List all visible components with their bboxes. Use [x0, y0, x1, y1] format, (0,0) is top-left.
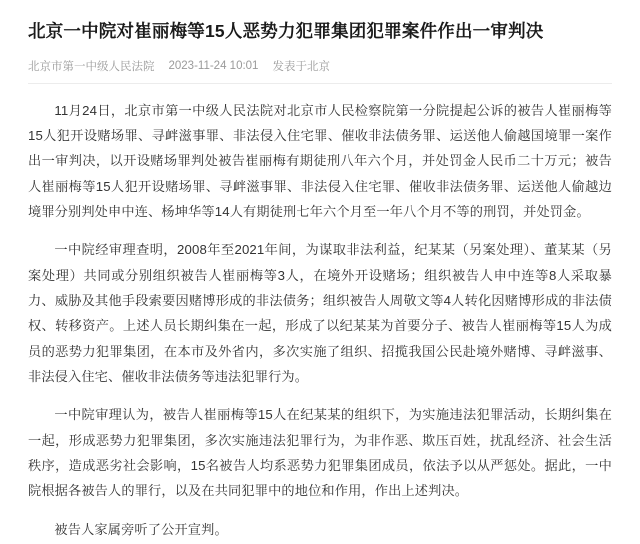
article-paragraph: 11月24日，北京市第一中级人民法院对北京市人民检察院第一分院提起公诉的被告人崔丽梅等15人犯开设赌场罪、寻衅滋事罪、非法侵入住宅罪、催收非法债务罪、运送他人偷越国境罪一案作出一审判决，以开设赌场罪判处被告崔丽梅有期徒刑八年六个月，并处罚金人民币二十万元；被告人崔丽梅等15人犯开设赌场罪、寻衅滋事罪、非法侵入住宅罪、催收非法债务罪、运送他人偷越边境罪分别判处申中连、杨坤华等14人有期徒刑七年六个月至一年八个月不等的刑罚，并处罚金。 — [28, 102, 612, 219]
page-title: 北京一中院对崔丽梅等15人恶势力犯罪集团犯罪案件作出一审判决 — [28, 21, 544, 41]
article-meta — [28, 58, 612, 84]
article-timestamp: 2023-11-24 10:01 — [168, 59, 259, 72]
article-paragraph: 一中院审理认为，被告人崔丽梅等15人在纪某某的组织下，为实施违法犯罪活动，长期纠集在一起，形成恶势力犯罪集团，多次实施违法犯罪行为，为非作恶、欺压百姓，扰乱经济、社会生活秩序，造成恶劣社会影响，15名被告人均系恶势力犯罪集团成员，依法予以从严惩处。据此，一中院根据各被告人的罪行，以及在共同犯罪中的地位和作用，作出上述判决。 — [28, 407, 612, 499]
article-source: 北京市第一中级人民法院 — [28, 60, 155, 73]
article-body — [28, 98, 612, 543]
article-paragraph: 一中院经审理查明，2008年至2021年间，为谋取非法利益，纪某某（另案处理）、董某某（另案处理）共同或分别组织被告人崔丽梅等3人，在境外开设赌场；组织被告人申中连等8人采取暴力、威胁及其他手段索要因赌博形成的非法债务；组织被告人周敬文等4人转化因赌博形成的非法债权、转移资产。上述人员长期纠集在一起，形成了以纪某某为首要分子、被告人崔丽梅等15人为成员的恶势力犯罪集团，在本市及外省内，多次实施了组织、招揽我国公民赴境外赌博、寻衅滋事、非法侵入住宅、催收非法债务等违法犯罪行为。 — [28, 242, 612, 385]
article-location: 发表于北京 — [272, 60, 330, 73]
article-paragraph: 被告人家属旁听了公开宣判。 — [54, 521, 228, 537]
